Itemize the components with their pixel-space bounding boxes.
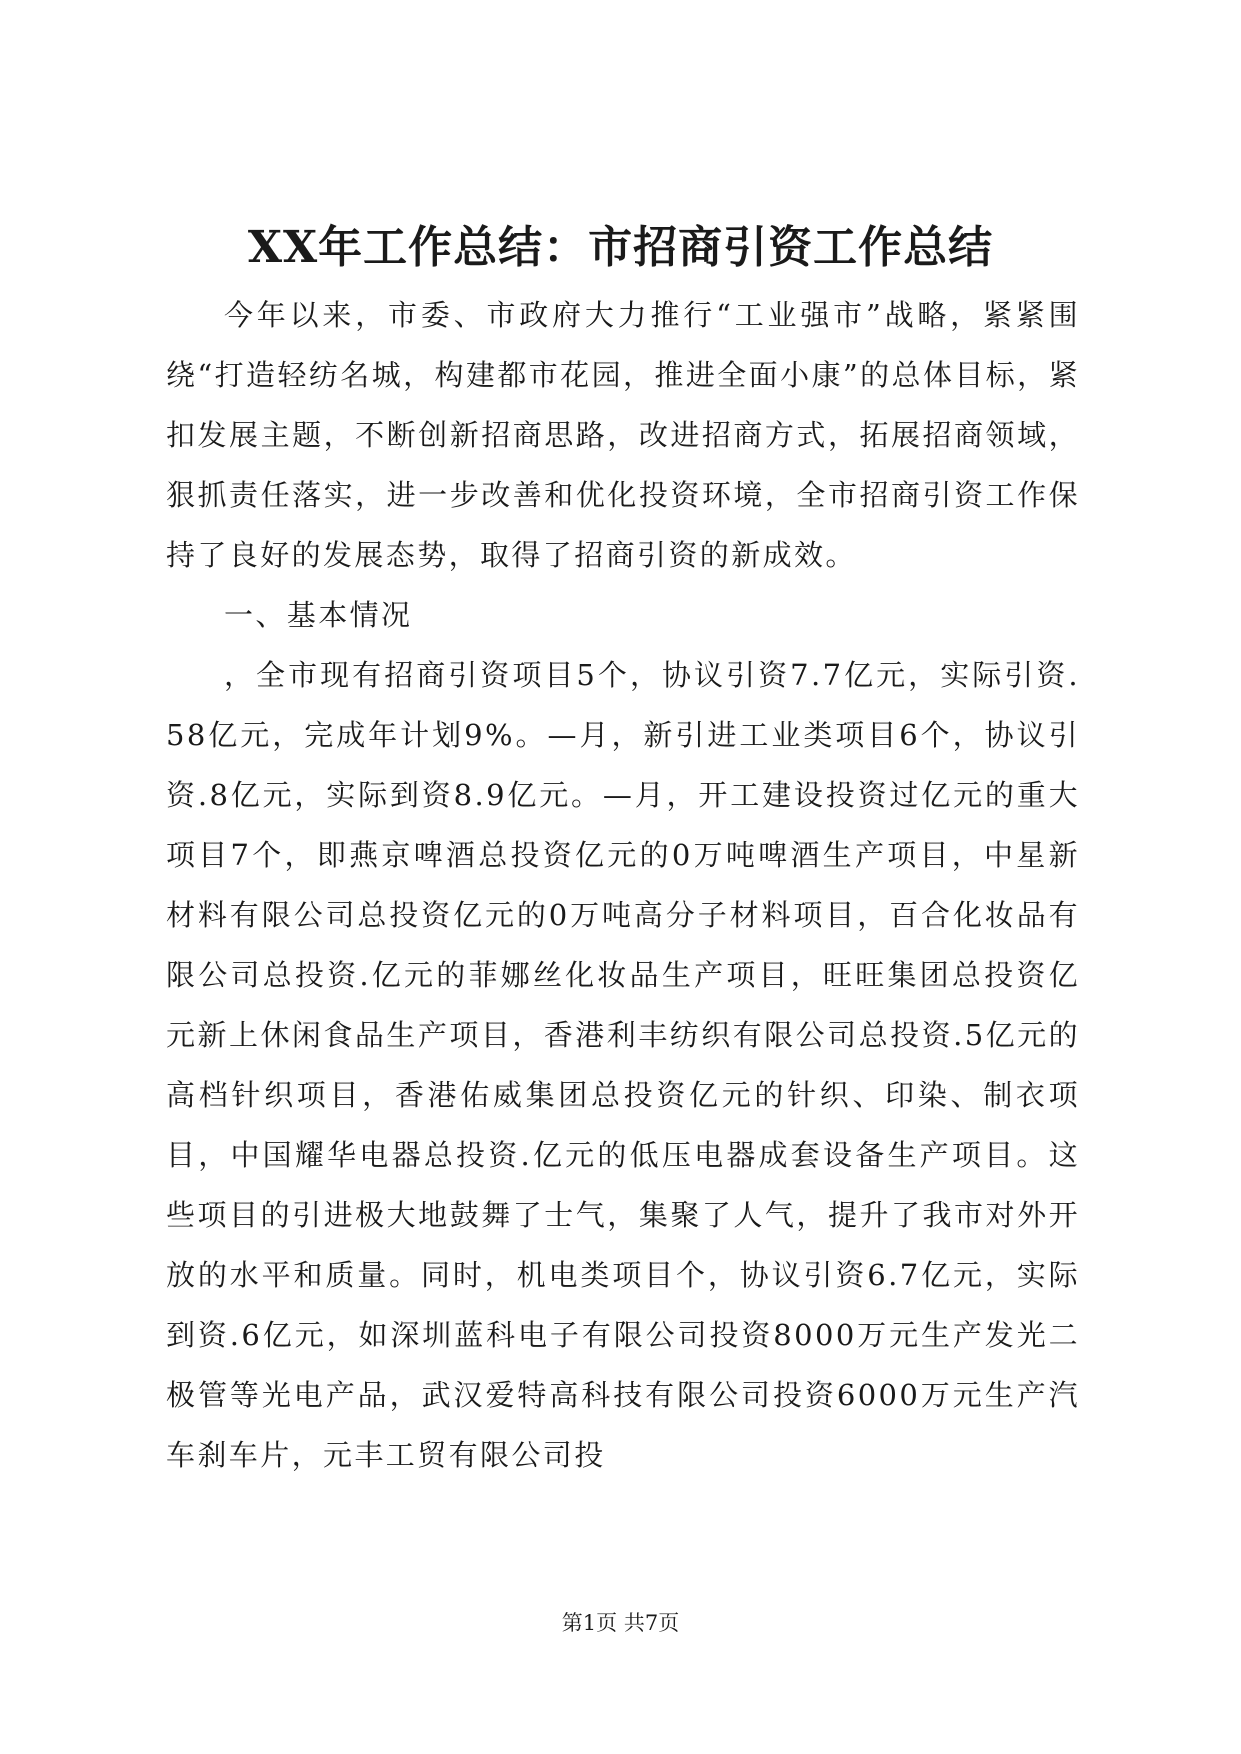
document-body: [166, 285, 1080, 1485]
intro-paragraph: 今年以来，市委、市政府大力推行“工业强市”战略，紧紧围绕“打造轻纺名城，构建都市花园，推进全面小康”的总体目标，紧扣发展主题，不断创新招商思路，改进招商方式，拓展招商领域，狠抓责任落实，进一步改善和优化投资环境，全市招商引资工作保持了良好的发展态势，取得了招商引资的新成效。: [166, 298, 1080, 572]
basic-situation-paragraph: ，全市现有招商引资项目5个，协议引资7.7亿元，实际引资.58亿元，完成年计划9%。—月，新引进工业类项目6个，协议引资.8亿元，实际到资8.9亿元。—月，开工建设投资过亿元的重大项目7个，即燕京啤酒总投资亿元的0万吨啤酒生产项目，中星新材料有限公司总投资亿元的0万吨高分子材料项目，百合化妆品有限公司总投资.亿元的菲娜丝化妆品生产项目，旺旺集团总投资亿元新上休闲食品生产项目，香港利丰纺织有限公司总投资.5亿元的高档针织项目，香港佑威集团总投资亿元的针织、印染、制衣项目，中国耀华电器总投资.亿元的低压电器成套设备生产项目。这些项目的引进极大地鼓舞了士气，集聚了人气，提升了我市对外开放的水平和质量。同时，机电类项目个，协议引资6.7亿元，实际到资.6亿元，如深圳蓝科电子有限公司投资8000万元生产发光二极管等光电产品，武汉爱特高科技有限公司投资6000万元生产汽车刹车片，元丰工贸有限公司投: [166, 658, 1081, 1472]
page-footer: 第1页 共7页: [561, 1611, 680, 1635]
section-heading: 一、基本情况: [224, 598, 413, 632]
document-title: XX年工作总结：市招商引资工作总结: [247, 222, 994, 273]
